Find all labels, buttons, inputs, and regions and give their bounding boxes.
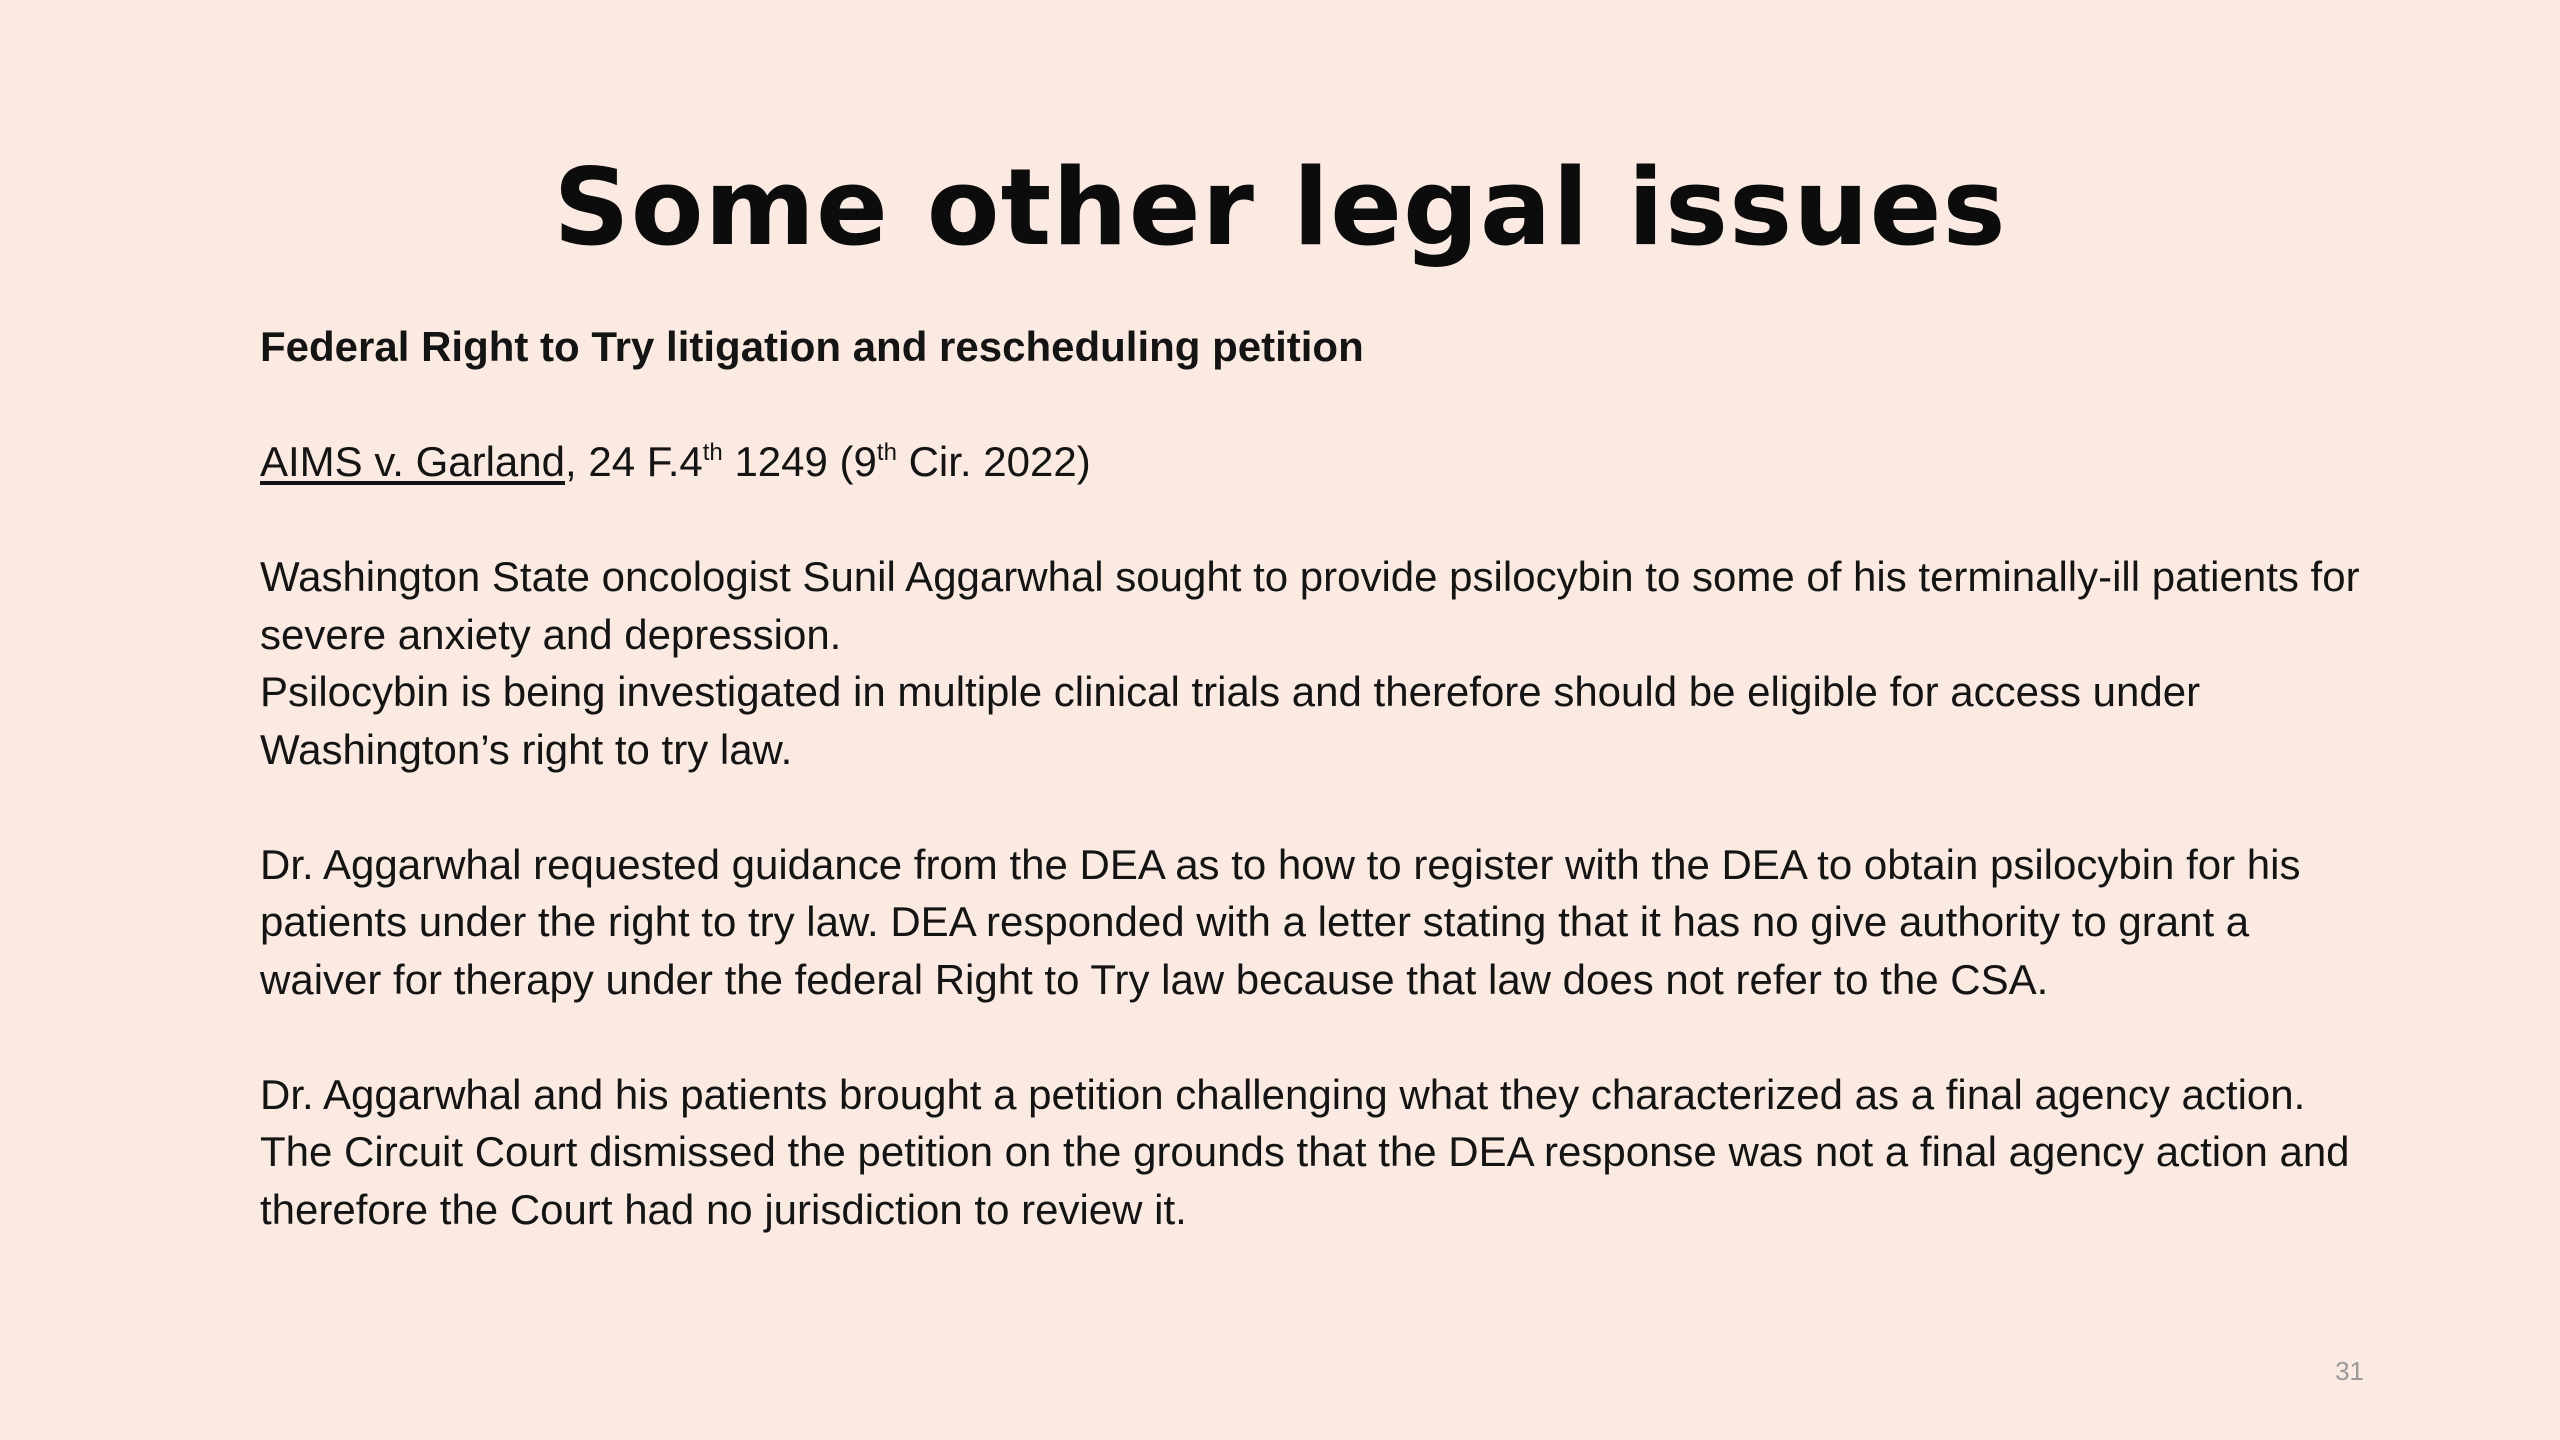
page-number: 31 xyxy=(2335,1356,2364,1386)
section-heading: Federal Right to Try litigation and rescheduling petition xyxy=(260,323,1364,370)
paragraph-background: Washington State oncologist Sunil Aggarwhal sought to provide psilocybin to some of his terminally-ill patients for severe anxiety and depression. xyxy=(260,553,2360,658)
case-name: AIMS v. Garland xyxy=(260,438,565,485)
citation-superscript: th xyxy=(702,439,723,466)
slide-body xyxy=(260,318,2360,1238)
case-citation xyxy=(260,433,2360,491)
paragraph-petition: Dr. Aggarwhal and his patients brought a petition challenging what they characterized as a final agency action. The Circuit Court dismissed the petition on the grounds that the DEA response was not a final agency action and therefore the Court had no jurisdiction to review it. xyxy=(260,1070,2350,1233)
citation-text: , 24 F.4 xyxy=(565,438,703,485)
citation-text: Cir. 2022) xyxy=(896,438,1091,485)
spacer xyxy=(260,491,2360,549)
slide-title: Some other legal issues xyxy=(553,146,2007,269)
citation-superscript: th xyxy=(876,439,897,466)
spacer xyxy=(260,376,2360,434)
spacer xyxy=(260,778,2360,836)
paragraph-psilocybin-trials: Psilocybin is being investigated in multiple clinical trials and therefore should be eligible for access under Washington’s right to try law. xyxy=(260,668,2201,773)
paragraph-dea-guidance: Dr. Aggarwhal requested guidance from the DEA as to how to register with the DEA to obtain psilocybin for his patients under the right to try law. DEA responded with a letter stating that it has no give authority to grant a waiver for therapy under the federal Right to Try law because that law does not refer to the CSA. xyxy=(260,840,2301,1003)
citation-text: 1249 (9 xyxy=(722,438,877,485)
spacer xyxy=(260,1008,2360,1066)
